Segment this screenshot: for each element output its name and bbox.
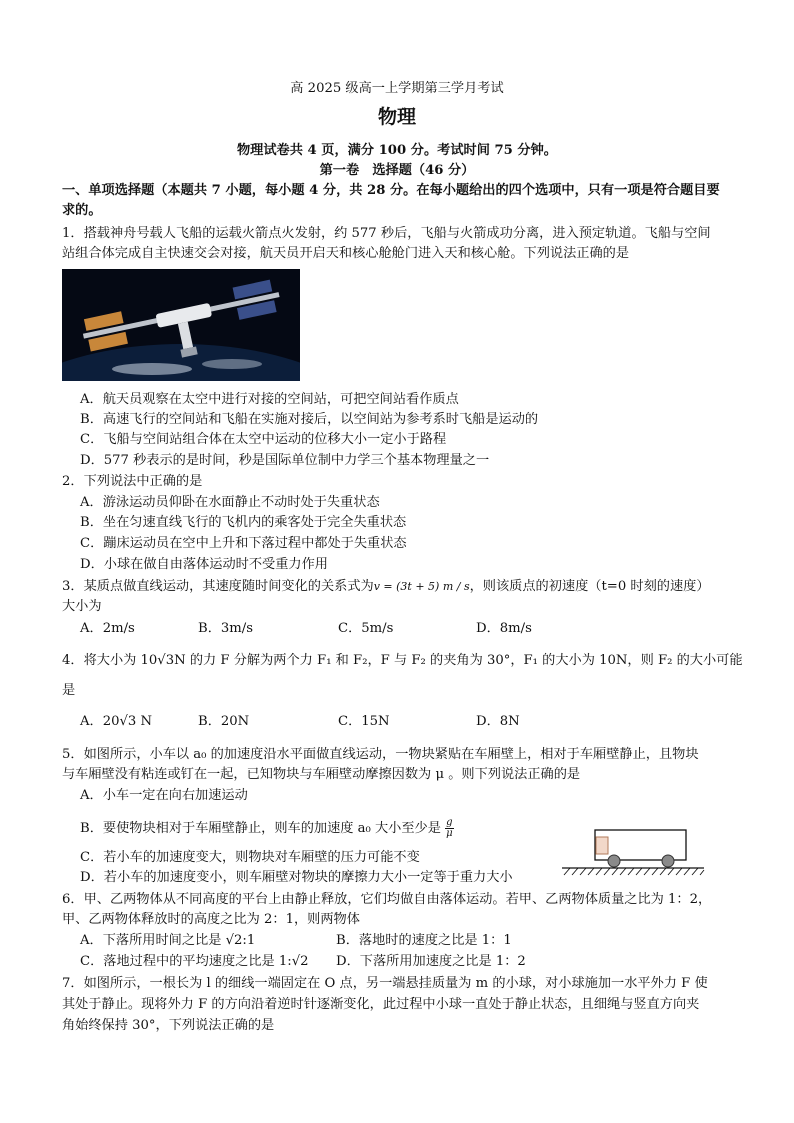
part-intro-line1: 一、单项选择题（本题共 7 小题，每小题 4 分，共 28 分。在每小题给出的四个选项中，只有一项是符合题目要: [62, 183, 720, 198]
q5-stem-line1: 5．如图所示，小车以 a₀ 的加速度沿水平面做直线运动，一物块紧贴在车厢壁上，相对于车厢壁静止，且物块: [62, 747, 699, 762]
q7-stem-line2: 其处于静止。现将外力 F 的方向沿着逆时针逐渐变化，此过程中小球一直处于静止状态，且细绳与竖直方向夹: [62, 997, 700, 1012]
q5-option-c: C．若小车的加速度变大，则物块对车厢壁的压力可能不变: [80, 850, 420, 865]
q6-option-c: C．落地过程中的平均速度之比是 1:√2: [80, 954, 309, 969]
fraction-denominator: μ: [446, 828, 453, 839]
q1-stem-line1: 1．搭载神舟号载人飞船的运载火箭点火发射，约 577 秒后，飞船与火箭成功分离，进入预定轨道。飞船与空间: [62, 226, 711, 241]
subject-title: 物理: [377, 106, 416, 128]
q1-option-b: B．高速飞行的空间站和飞船在实施对接后，以空间站为参考系时飞船是运动的: [80, 412, 539, 427]
q3-option-c: C．5m/s: [338, 621, 394, 636]
q5-option-b-text: B．要使物块相对于车厢壁静止，则车的加速度 a₀ 大小至少是: [80, 821, 441, 836]
q3-formula: v = (3t + 5) m / s: [373, 580, 470, 593]
q6-option-d: D．下落所用加速度之比是 1：2: [336, 954, 526, 969]
q2-stem: 2．下列说法中正确的是: [62, 474, 203, 489]
q6-option-b: B．落地时的速度之比是 1：1: [336, 933, 512, 948]
q5-option-b: [80, 818, 454, 839]
exam-info: 物理试卷共 4 页，满分 100 分。考试时间 75 分钟。: [237, 143, 557, 158]
q3-option-a: A．2m/s: [80, 621, 135, 636]
q1-stem-line2: 站组合体完成自主快速交会对接，航天员开启天和核心舱舱门进入天和核心舱。下列说法正确的是: [62, 246, 630, 261]
q4-option-c: C．15N: [338, 714, 390, 729]
section-title: 第一卷 选择题（46 分）: [319, 163, 475, 178]
q5-option-d: D．若小车的加速度变小，则车厢壁对物块的摩擦力大小一定等于重力大小: [80, 870, 513, 885]
q6-stem-line1: 6．甲、乙两物体从不同高度的平台上由静止释放，它们均做自由落体运动。若甲、乙两物体质量之比为 1：2，: [62, 892, 712, 907]
exam-title: 高 2025 级高一上学期第三学月考试: [290, 81, 504, 96]
q7-stem-line1: 7．如图所示，一根长为 l 的细线一端固定在 O 点，另一端悬挂质量为 m 的小球，对小球施加一水平外力 F 使: [62, 976, 708, 991]
q2-option-c: C．蹦床运动员在空中上升和下落过程中都处于失重状态: [80, 536, 407, 551]
q6-option-a: A．下落所用时间之比是 √2:1: [80, 933, 256, 948]
q3-option-d: D．8m/s: [476, 621, 532, 636]
part-intro-line2: 求的。: [62, 203, 102, 218]
fraction-numerator: g: [446, 817, 453, 828]
cart-diagram: [558, 820, 708, 880]
q3-option-b: B．3m/s: [198, 621, 253, 636]
q3-stem-part1: 3．某质点做直线运动，其速度随时间变化的关系式为: [62, 579, 374, 594]
q4-option-b: B．20N: [198, 714, 250, 729]
q3-stem-line2: 大小为: [62, 599, 102, 614]
q1-option-c: C．飞船与空间站组合体在太空中运动的位移大小一定小于路程: [80, 432, 447, 447]
q5-option-a: A．小车一定在向右加速运动: [80, 788, 248, 803]
q6-stem-line2: 甲、乙两物体释放时的高度之比为 2：1，则两物体: [62, 912, 360, 927]
space-station-photo: [62, 269, 300, 381]
q3-stem-line1: [62, 578, 710, 596]
q4-stem-line1: 4．将大小为 10√3N 的力 F 分解为两个力 F₁ 和 F₂，F 与 F₂ 的夹角为 30°，F₁ 的大小为 10N，则 F₂ 的大小可能: [62, 653, 743, 668]
q2-option-b: B．坐在匀速直线飞行的飞机内的乘客处于完全失重状态: [80, 515, 407, 530]
q2-option-a: A．游泳运动员仰卧在水面静止不动时处于失重状态: [80, 495, 380, 510]
q1-option-a: A．航天员观察在太空中进行对接的空间站，可把空间站看作质点: [80, 392, 459, 407]
q3-stem-part2: ，则该质点的初速度（t=0 时刻的速度）: [469, 579, 710, 594]
q4-option-d: D．8N: [476, 714, 520, 729]
q1-option-d: D．577 秒表示的是时间，秒是国际单位制中力学三个基本物理量之一: [80, 453, 490, 468]
g-over-mu-fraction: [445, 818, 453, 839]
q4-stem-line2: 是: [62, 683, 76, 698]
q7-stem-line3: 角始终保持 30°，下列说法正确的是: [62, 1018, 275, 1033]
q5-stem-line2: 与车厢壁没有粘连或钉在一起，已知物块与车厢壁动摩擦因数为 μ 。则下列说法正确的是: [62, 767, 581, 782]
q4-option-a: A．20√3 N: [80, 714, 153, 729]
q2-option-d: D．小球在做自由落体运动时不受重力作用: [80, 557, 328, 572]
